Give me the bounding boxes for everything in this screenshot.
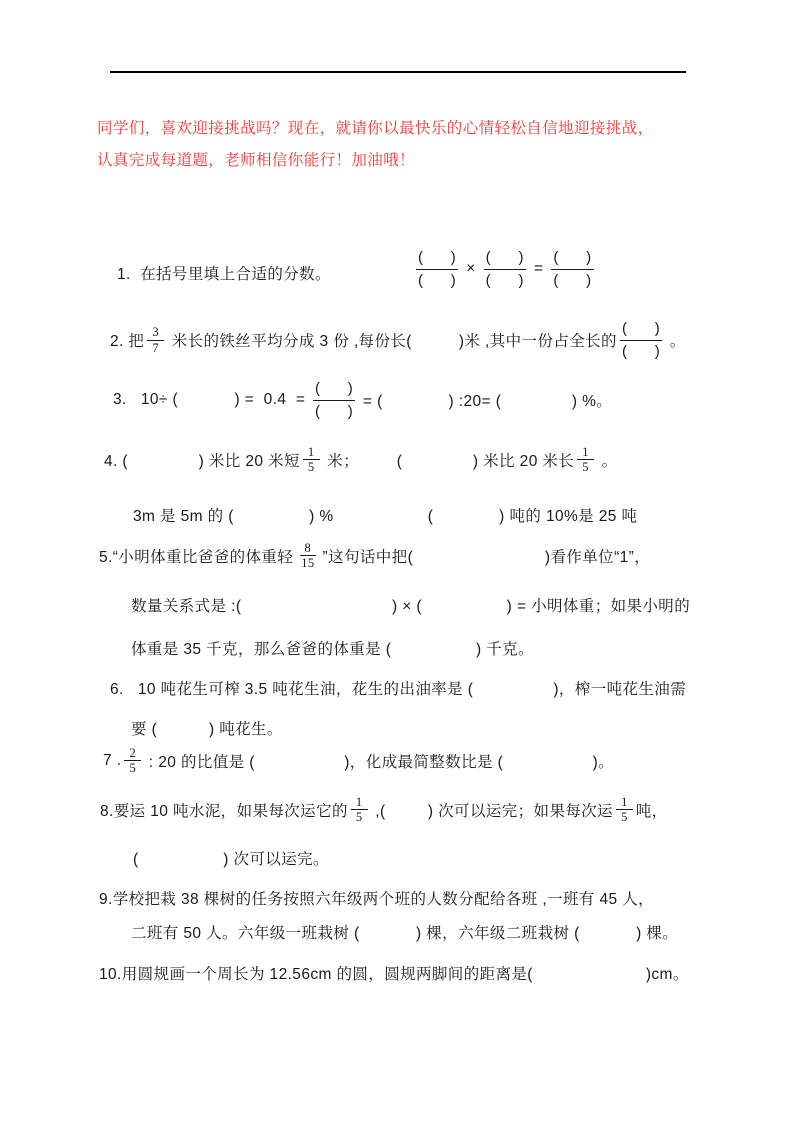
problem-8-text-b: ,( ) 次可以运完；如果每次运 [370, 802, 614, 820]
fraction-denominator: 5 [129, 761, 137, 776]
problem-4-row-2 [133, 504, 637, 526]
problem-7-text-b: : 20 的比值是 ( )，化成最简整数比是 ( )。 [144, 753, 615, 771]
intro-line-2 [97, 148, 415, 170]
problem-6-line-1 [110, 677, 686, 699]
problem-6-text-a: 6. 10 吨花生可榨 3.5 吨花生油，花生的出油率是 ( )，榨一吨花生油需 [110, 681, 687, 698]
problem-3-text-a: 3. 10÷ ( ) = 0.4 = [113, 391, 310, 409]
problem-2-text-b: 米长的铁丝平均分成 3 份 ,每份长( )米 ,其中一份占全长的 [167, 333, 617, 351]
fraction-denominator: 5 [307, 460, 315, 475]
problem-10 [99, 962, 689, 984]
problem-6-text-b: 要 ( ) 吨花生。 [131, 721, 283, 738]
fraction-8-15 [296, 541, 319, 571]
problem-4-text-a: 4. ( ) 米比 20 米短 [104, 452, 300, 470]
intro-line-1 [97, 116, 654, 138]
intro-text-2: 认真完成每道题，老师相信你能行！加油哦！ [97, 152, 416, 169]
fraction-numerator: 1 [577, 445, 594, 460]
fraction-numerator: 1 [616, 795, 633, 810]
multiply-sign: × [466, 260, 476, 278]
problem-3-text-b: = ( ) :20= ( ) %。 [358, 393, 613, 411]
problem-1-expression [413, 247, 597, 292]
fraction-1-5 [351, 795, 368, 825]
problem-5-text-b: ”这句话中把( )看作单位“1”， [322, 548, 651, 566]
fraction-denominator: ( ) [553, 271, 592, 289]
problem-9-line-2 [131, 921, 678, 943]
equals-sign: = [533, 260, 544, 278]
problem-7 [103, 746, 614, 776]
fraction-denominator: 5 [355, 810, 363, 825]
fraction-denominator: 5 [582, 460, 589, 475]
fraction-denominator: ( ) [621, 342, 661, 360]
problem-1-label: 1. 在括号里填上合适的分数。 [117, 266, 331, 283]
fraction-denominator: ( ) [315, 402, 354, 420]
fraction-1-5 [303, 445, 320, 475]
fraction-1-5 [616, 795, 633, 825]
fraction-numerator: ( ) [416, 247, 458, 270]
problem-2-text-a: 2. 把 [110, 333, 145, 351]
problem-10-text: 10.用圆规画一个周长为 12.56cm 的圆，圆规两脚间的距离是( )cm。 [99, 966, 689, 983]
blank-fraction [620, 318, 662, 363]
problem-9-text-a: 9.学校把栽 38 棵树的任务按照六年级两个班的人数分配给各班 ,一班有 45 人， [99, 891, 655, 908]
fraction-denominator: ( ) [485, 271, 524, 289]
blank-fraction-3 [551, 247, 593, 292]
fraction-2-5 [124, 746, 141, 776]
problem-9-text-b: 二班有 50 人。六年级一班栽树 ( ) 棵，六年级二班栽树 ( ) 棵。 [131, 925, 679, 942]
problem-2-text-c: 。 [665, 333, 686, 351]
problem-4-text-b: 米； ( ) 米比 20 米长 [322, 452, 575, 470]
fraction-numerator: 1 [303, 445, 320, 460]
problem-7-text-a: 7 . [103, 751, 122, 769]
problem-8-line-1 [100, 795, 668, 825]
intro-text-1: 同学们，喜欢迎接挑战吗？现在，就请你以最快乐的心情轻松自信地迎接挑战， [97, 120, 654, 137]
problem-4-text-c: 。 [596, 452, 618, 470]
fraction-denominator: 5 [621, 810, 628, 825]
problem-3 [113, 378, 612, 423]
problem-8-text-c: 吨， [635, 802, 668, 820]
problem-4 [104, 445, 617, 475]
problem-5-text-c: 数量关系式是 :( ) × ( ) = 小明体重；如果小明的 [131, 598, 691, 615]
blank-fraction [313, 378, 355, 423]
fraction-denominator: 15 [301, 556, 315, 571]
problem-4b-text: 3m 是 5m 的 ( ) % ( ) 吨的 10%是 25 吨 [133, 508, 638, 525]
fraction-numerator: ( ) [551, 247, 593, 270]
problem-5-text-a: 5.“小明体重比爸爸的体重轻 [99, 548, 294, 566]
fraction-numerator: 2 [124, 746, 141, 761]
fraction-numerator: 8 [300, 541, 317, 556]
problem-2 [110, 318, 686, 363]
problem-6-line-2 [131, 717, 283, 739]
fraction-denominator: 7 [152, 340, 159, 355]
fraction-denominator: ( ) [418, 271, 457, 289]
top-divider [110, 71, 686, 73]
fraction-3-7 [147, 325, 164, 355]
problem-5-line-3 [131, 637, 534, 659]
problem-9-line-1 [99, 887, 654, 909]
problem-8-line-2 [133, 847, 329, 869]
problem-5-text-d: 体重是 35 千克，那么爸爸的体重是 ( ) 千克。 [131, 641, 535, 658]
fraction-numerator: 1 [351, 795, 368, 810]
problem-1-text [117, 262, 331, 284]
problem-8-text-a: 8.要运 10 吨水泥，如果每次运它的 [100, 802, 348, 820]
fraction-numerator: 3 [147, 325, 164, 340]
blank-fraction-1 [416, 247, 458, 292]
fraction-numerator: ( ) [620, 318, 662, 341]
blank-fraction-2 [484, 247, 526, 292]
fraction-numerator: ( ) [484, 247, 526, 270]
problem-5-line-2 [131, 594, 690, 616]
problem-8-text-d: ( ) 次可以运完。 [133, 851, 329, 868]
fraction-numerator: ( ) [313, 378, 355, 401]
problem-5-line-1 [99, 541, 650, 571]
fraction-1-5 [577, 445, 594, 475]
